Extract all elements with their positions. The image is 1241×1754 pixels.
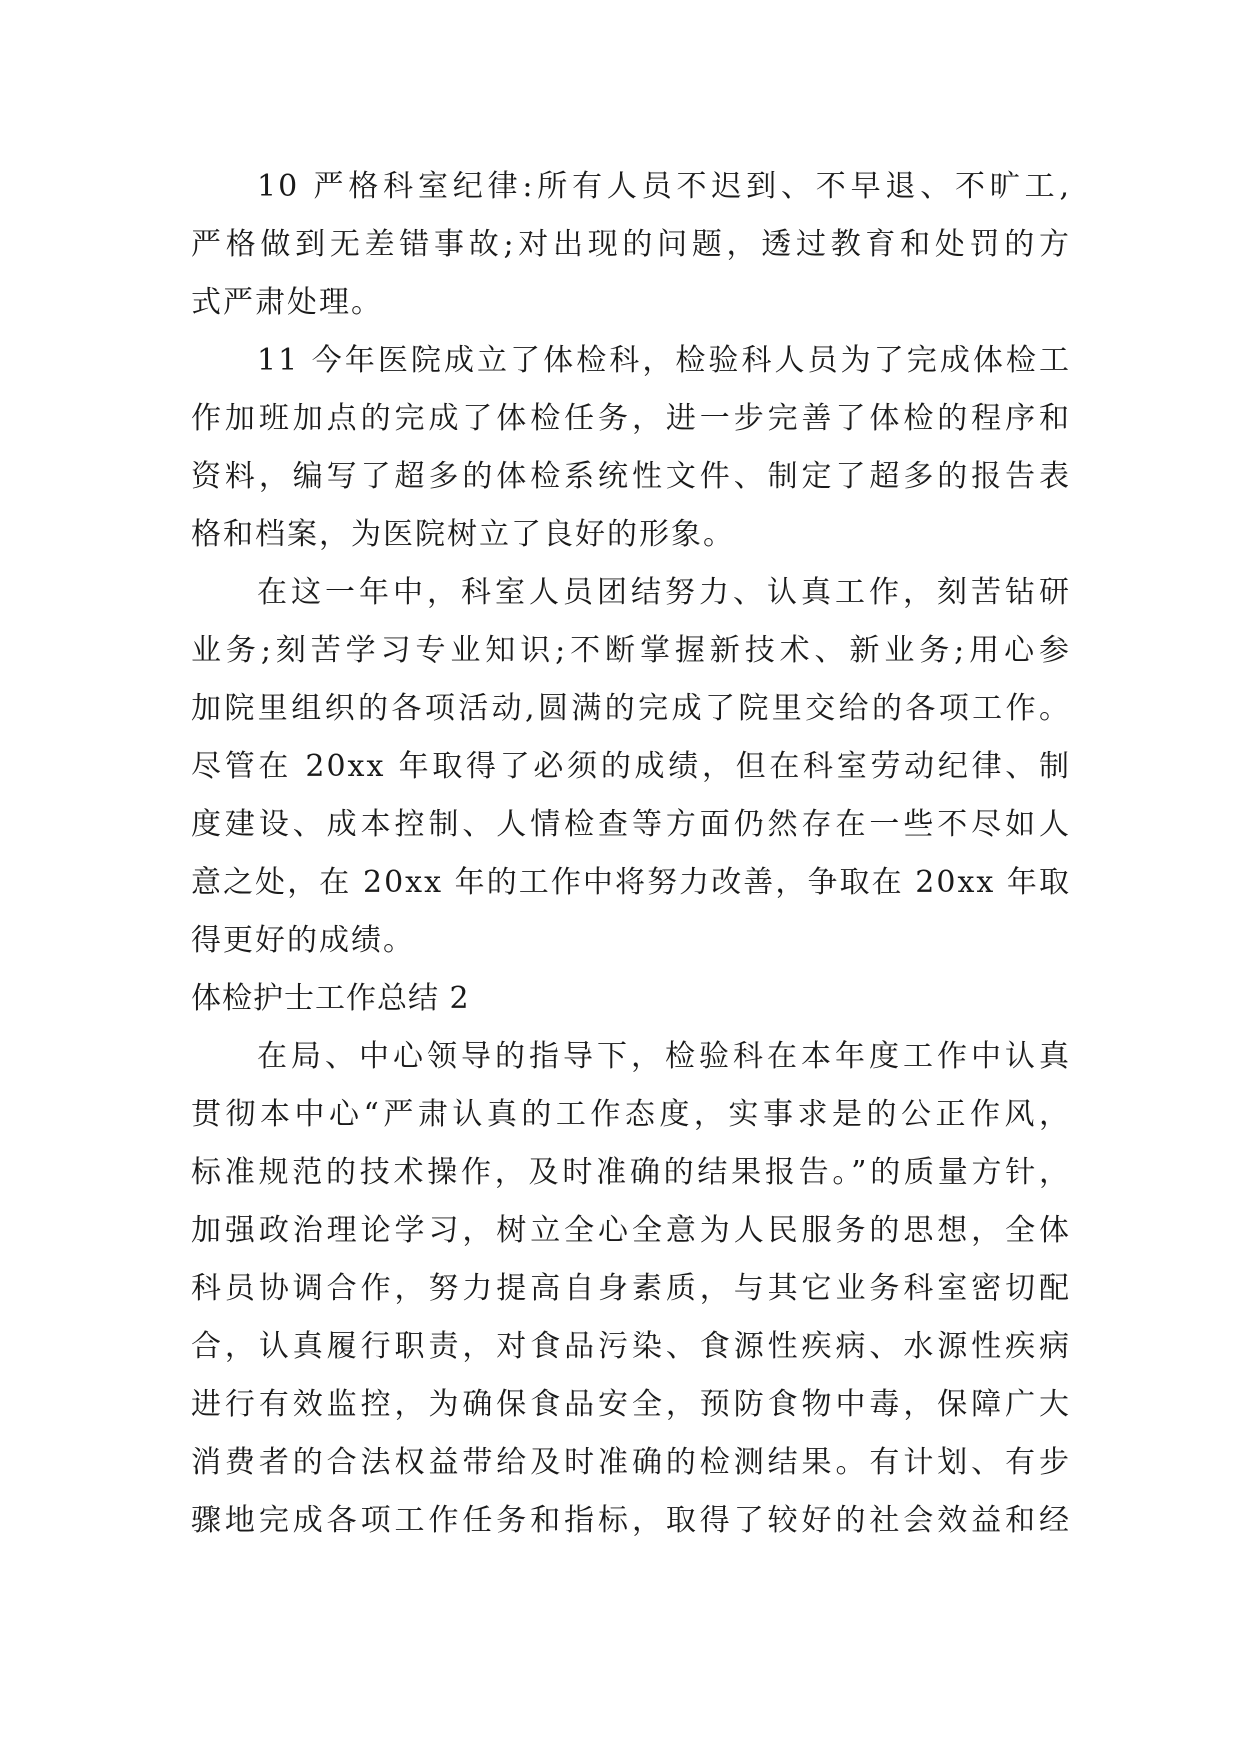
- text-line: 11 今年医院成立了体检科，检验科人员为了完成体检工: [257, 343, 1071, 378]
- text-line: 作加班加点的完成了体检任务，进一步完善了体检的程序和: [191, 401, 1071, 436]
- paragraph-year-summary: [191, 564, 1071, 970]
- text-line: 合，认真履行职责，对食品污染、食源性疾病、水源性疾病: [191, 1329, 1071, 1364]
- text-line: 消费者的合法权益带给及时准确的检测结果。有计划、有步: [191, 1445, 1071, 1480]
- text-line: 贯彻本中心“严肃认真的工作态度，实事求是的公正作风，: [191, 1097, 1071, 1132]
- text-line: 科员协调合作，努力提高自身素质，与其它业务科室密切配: [191, 1271, 1071, 1306]
- text-line: 加强政治理论学习，树立全心全意为人民服务的思想，全体: [191, 1213, 1071, 1248]
- section-heading: 体检护士工作总结 2: [191, 981, 470, 1016]
- text-line: 尽管在 20xx 年取得了必须的成绩，但在科室劳动纪律、制: [191, 749, 1071, 784]
- text-line: 式严肃处理。: [191, 285, 383, 320]
- text-line: 骤地完成各项工作任务和指标，取得了较好的社会效益和经: [191, 1503, 1071, 1538]
- text-line: 业务;刻苦学习专业知识;不断掌握新技术、新业务;用心参: [191, 633, 1071, 668]
- text-line: 格和档案，为医院树立了良好的形象。: [191, 517, 735, 552]
- text-line: 进行有效监控，为确保食品安全，预防食物中毒，保障广大: [191, 1387, 1071, 1422]
- text-line: 标准规范的技术操作，及时准确的结果报告。”的质量方针，: [191, 1155, 1071, 1190]
- text-line: 在这一年中，科室人员团结努力、认真工作，刻苦钻研: [257, 575, 1071, 610]
- text-line: 意之处，在 20xx 年的工作中将努力改善，争取在 20xx 年取: [191, 865, 1071, 900]
- text-line: 得更好的成绩。: [191, 923, 415, 958]
- text-line: 严格做到无差错事故;对出现的问题，透过教育和处罚的方: [191, 227, 1071, 262]
- paragraph-item-10: [191, 158, 1071, 332]
- paragraph-item-11: [191, 332, 1071, 564]
- text-line: 在局、中心领导的指导下，检验科在本年度工作中认真: [257, 1039, 1071, 1074]
- text-line: 加院里组织的各项活动,圆满的完成了院里交给的各项工作。: [191, 691, 1071, 726]
- paragraph-section2: [191, 1028, 1071, 1550]
- text-line: 度建设、成本控制、人情检查等方面仍然存在一些不尽如人: [191, 807, 1071, 842]
- text-line: 10 严格科室纪律:所有人员不迟到、不早退、不旷工,: [257, 169, 1071, 204]
- text-line: 资料，编写了超多的体检系统性文件、制定了超多的报告表: [191, 459, 1071, 494]
- document-page: [191, 158, 1071, 1550]
